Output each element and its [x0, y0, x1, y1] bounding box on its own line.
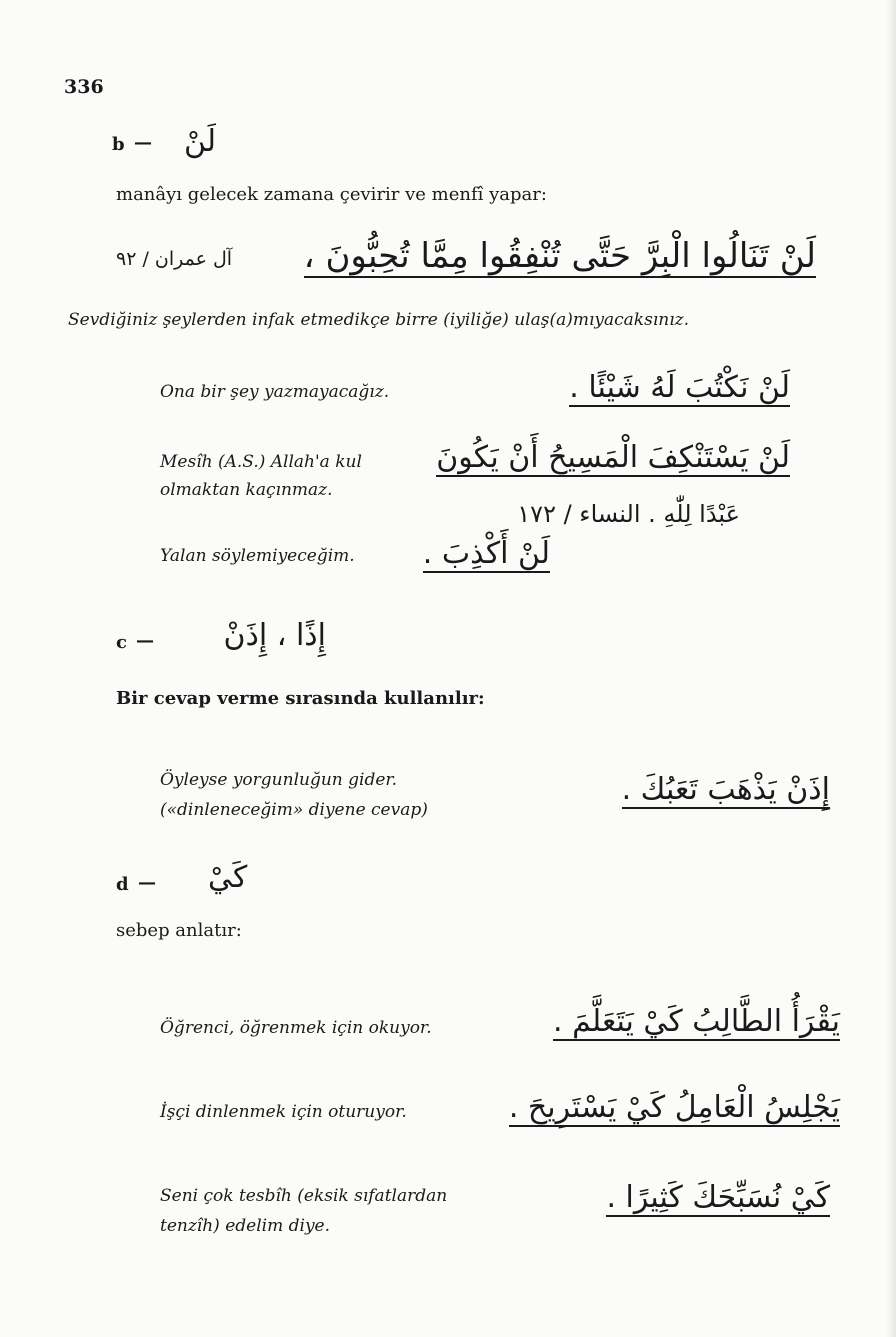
example-d1-turkish: Öğrenci, öğrenmek için okuyor. — [160, 1018, 432, 1038]
section-c-dash: — — [136, 630, 154, 651]
section-d-particle: كَيْ — [208, 860, 248, 895]
example-b1-arabic-text: لَنْ نَكْتُبَ لَهُ شَيْئًا . — [569, 370, 790, 405]
section-b-quote-translation: Sevdiğiniz şeylerden infak etmedikçe birre (iyiliğe) ulaş(a)mıyacaksınız. — [68, 310, 690, 330]
example-b1-turkish: Ona bir şey yazmayacağız. — [160, 382, 390, 402]
section-b-quote-arabic — [296, 236, 816, 276]
page-number: 336 — [64, 76, 104, 98]
example-d3-turkish-line2: tenzîh) edelim diye. — [160, 1216, 331, 1236]
section-b-dash: — — [134, 132, 152, 153]
example-d2-arabic-text: يَجْلِسُ الْعَامِلُ كَيْ يَسْتَرِيحَ . — [508, 1090, 840, 1125]
section-b-quote-reference: آل عمران / ٩٢ — [116, 248, 233, 270]
example-b3-arabic-text: لَنْ أَكْذِبَ . — [422, 536, 550, 571]
example-d3-arabic-text: كَيْ نُسَبِّحَكَ كَثِيرًا . — [606, 1180, 830, 1215]
example-b2-arabic-line2: عَبْدًا لِلّٰهِ . النساء / ١٧٢ — [517, 500, 740, 528]
example-b1-arabic — [520, 370, 790, 405]
example-b2-arabic-line1-text: لَنْ يَسْتَنْكِفَ الْمَسِيحُ أَنْ يَكُونَ — [436, 440, 790, 475]
section-d-description: sebep anlatır: — [116, 920, 242, 941]
section-c-particle: إِذًا ، إِذَنْ — [223, 618, 326, 653]
example-c1-arabic-text: إِذَنْ يَذْهَبَ تَعَبُكَ . — [621, 772, 830, 807]
section-d-dash: — — [138, 872, 156, 893]
section-b-particle: لَنْ — [184, 124, 216, 159]
example-b2-turkish-line1: Mesîh (A.S.) Allah'a kul — [160, 452, 362, 472]
page-edge-shadow — [886, 0, 896, 1337]
example-d2-arabic — [510, 1090, 840, 1125]
example-d3-arabic — [580, 1180, 830, 1215]
example-b2-arabic-line1 — [430, 440, 790, 475]
section-b-quote-arabic-text: لَنْ تَنَالُوا الْبِرَّ حَتَّى تُنْفِقُوا مِمَّا تُحِبُّونَ ، — [303, 236, 816, 276]
example-c1-turkish-line1: Öyleyse yorgunluğun gider. — [160, 770, 398, 790]
example-c1-turkish-line2: («dinleneceğim» diyene cevap) — [160, 800, 428, 820]
example-d3-turkish-line1: Seni çok tesbîh (eksik sıfatlardan — [160, 1186, 448, 1206]
example-d2-turkish: İşçi dinlenmek için oturuyor. — [160, 1102, 407, 1122]
example-d1-arabic-text: يَقْرَأُ الطَّالِبُ كَيْ يَتَعَلَّمَ . — [553, 1004, 840, 1039]
example-b2-turkish-line2: olmaktan kaçınmaz. — [160, 480, 333, 500]
example-b3-arabic — [420, 536, 550, 571]
section-b-description: manâyı gelecek zamana çevirir ve menfî yapar: — [116, 184, 547, 205]
section-b-letter: b — [112, 134, 125, 155]
section-d-letter: d — [116, 874, 129, 895]
section-c-letter: c — [116, 632, 127, 653]
example-d1-arabic — [510, 1004, 840, 1039]
section-c-description: Bir cevap verme sırasında kullanılır: — [116, 688, 485, 709]
example-b3-turkish: Yalan söylemiyeceğim. — [160, 546, 355, 566]
example-c1-arabic — [560, 772, 830, 807]
